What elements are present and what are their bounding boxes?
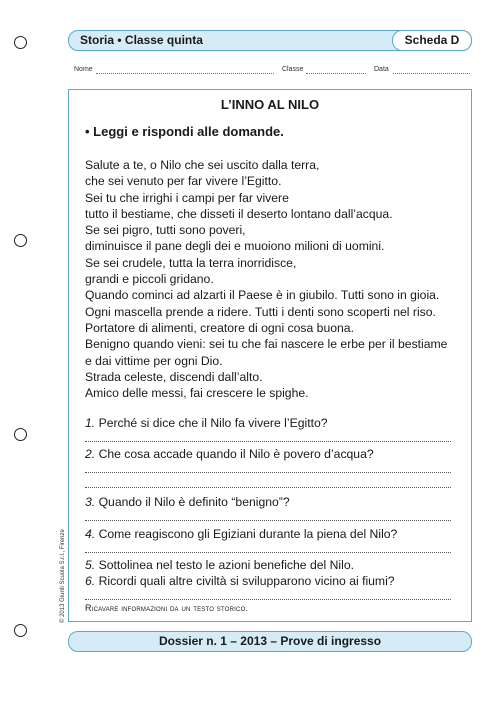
name-field-label: Nome: [74, 66, 93, 73]
question-number: 2.: [85, 447, 96, 461]
poem-line: che sei venuto per far vivere l’Egitto.: [85, 174, 282, 189]
date-field-label: Data: [374, 66, 389, 73]
footer-bar: [68, 631, 472, 652]
poem-line: Portatore di alimenti, creatore di ogni cosa buona.: [85, 320, 354, 335]
poem-line: tutto il bestiame, che disseti il deserto lontano dall’acqua.: [85, 206, 393, 221]
poem-line: Quando cominci ad alzarti il Paese è in giubilo. Tutti sono in gioia.: [85, 288, 440, 303]
question-number: 3.: [85, 495, 96, 509]
binder-hole-2: [14, 234, 27, 247]
copyright-text: © 2013 Giunti Scuola S.r.l., Firenze: [60, 529, 66, 623]
worksheet-box: [68, 89, 472, 622]
question-number: 4.: [85, 527, 96, 541]
question-text: Sottolinea nel testo le azioni benefiche del Nilo.: [98, 558, 354, 572]
header-bar: [68, 30, 472, 51]
name-field-line[interactable]: [96, 73, 274, 74]
poem-line: Strada celeste, discendi dall’alto.: [85, 369, 263, 384]
date-field-line[interactable]: [393, 73, 470, 74]
instruction-text: • Leggi e rispondi alle domande.: [85, 124, 284, 139]
binder-hole-3: [14, 428, 27, 441]
answer-line-3[interactable]: [85, 520, 451, 521]
sheet-label: Scheda D: [392, 30, 472, 51]
answer-line-2a[interactable]: [85, 472, 451, 473]
header-subject-class: [80, 33, 203, 47]
header-separator: •: [117, 33, 122, 47]
poem-line: Amico delle messi, fai crescere le spighe.: [85, 386, 309, 401]
poem-line: Se sei crudele, tutta la terra inorridisce,: [85, 255, 297, 270]
binder-hole-1: [14, 36, 27, 49]
question-1: [85, 416, 328, 430]
poem-line: Sei tu che irrighi i campi per far vivere: [85, 190, 289, 205]
poem-text: [85, 157, 447, 401]
poem-line: Ogni mascella prende a ridere. Tutti i denti sono scoperti nel riso.: [85, 304, 436, 319]
footer-text: Dossier n. 1 – 2013 – Prove di ingresso: [158, 634, 382, 648]
class-field-label: Classe: [282, 66, 304, 73]
poem-line: Se sei pigro, tutti sono poveri,: [85, 223, 246, 238]
question-number: 1.: [85, 416, 96, 430]
question-3: [85, 495, 290, 509]
binder-hole-4: [14, 624, 27, 637]
question-text: Quando il Nilo è definito “benigno”?: [98, 495, 290, 509]
question-text: Che cosa accade quando il Nilo è povero d’acqua?: [98, 447, 374, 461]
poem-line: grandi e piccoli gridano.: [85, 272, 214, 287]
question-number: 6.: [85, 574, 96, 588]
poem-line: Salute a te, o Nilo che sei uscito dalla terra,: [85, 158, 320, 172]
poem-line: diminuisce il pane degli dei e muoiono milioni di uomini.: [85, 239, 385, 254]
question-number: 5.: [85, 558, 96, 572]
subject-label: Storia: [80, 33, 115, 47]
answer-line-2b[interactable]: [85, 487, 451, 488]
worksheet-title: L’INNO AL NILO: [220, 97, 320, 112]
answer-line-4[interactable]: [85, 552, 451, 553]
poem-line: e dai vittime per ogni Dio.: [85, 353, 223, 368]
answer-line-6[interactable]: [85, 599, 451, 600]
poem-line: Benigno quando vieni: sei tu che fai nascere le erbe per il bestiame: [85, 337, 448, 352]
question-4: [85, 527, 397, 541]
question-5: [85, 558, 354, 572]
class-field-line[interactable]: [306, 73, 366, 74]
question-text: Come reagiscono gli Egiziani durante la piena del Nilo?: [98, 527, 398, 541]
question-text: Ricordi quali altre civiltà si svilupparono vicino ai fiumi?: [98, 574, 395, 588]
skill-note: Ricavare informazioni da un testo storico.: [85, 603, 249, 613]
answer-line-1[interactable]: [85, 441, 451, 442]
question-text: Perché si dice che il Nilo fa vivere l’Egitto?: [98, 416, 328, 430]
class-label: Classe quinta: [124, 33, 203, 47]
question-6: [85, 574, 395, 588]
question-2: [85, 447, 374, 461]
